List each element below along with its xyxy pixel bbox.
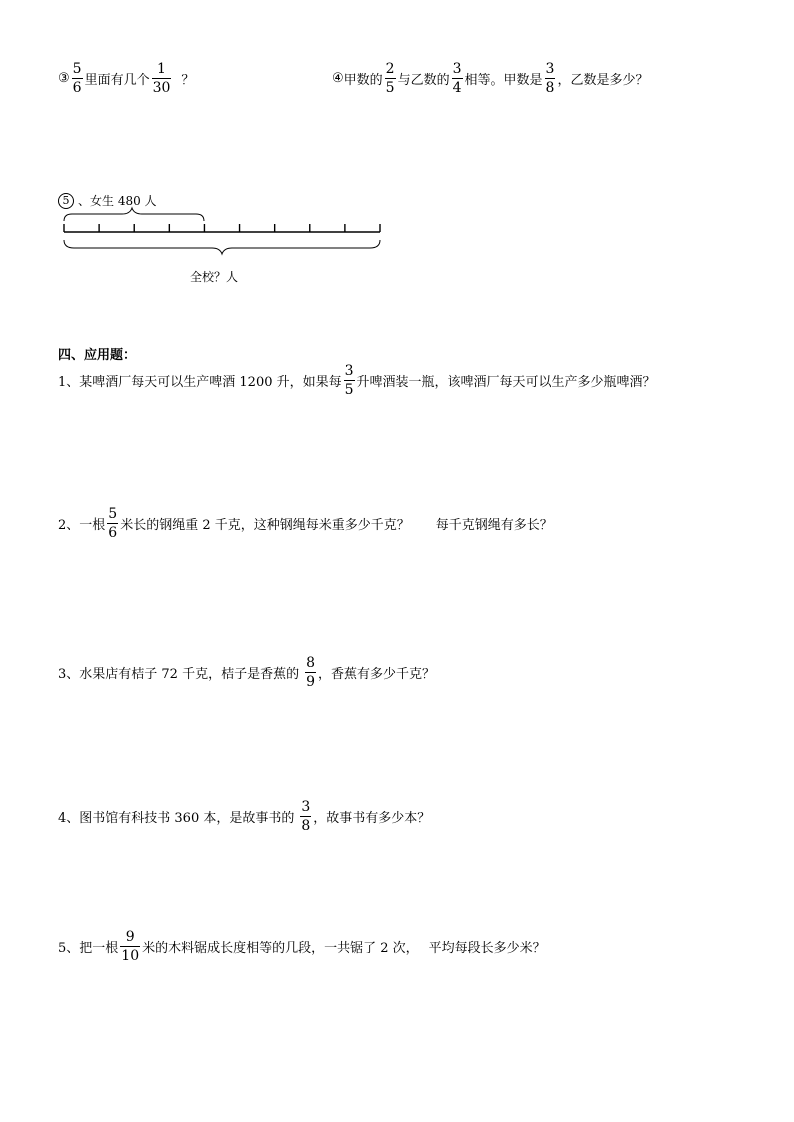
question-4-text-3: 相等。甲数是 [464,73,543,88]
problem-4 [58,800,430,833]
problem-3 [58,656,435,689]
fraction-8-9: $\frac{8}{9}$ [306,655,315,690]
question-3-text: 里面有几个 [84,73,150,88]
problem-2-text-3: 每千克钢绳有多长？ [435,518,553,533]
problem-5 [58,930,546,963]
question-3 [58,62,194,95]
question-3-mark: ？ [181,73,195,88]
fraction-5-6: $\frac{5}{6}$ [72,61,82,96]
problem-5-text-2: 米的木料锯成长度相等的几段，一共锯了 2 次， [142,941,419,956]
question-4-text-1: 甲数的 [343,73,383,88]
segment-diagram [58,190,398,290]
problem-1 [58,364,656,397]
fraction-3-4: $\frac{3}{4}$ [452,61,462,96]
question-4-text-2: 与乙数的 [397,73,450,88]
fraction-1-30: $\frac{1}{30}$ [152,61,171,96]
fraction-3-5: $\frac{3}{5}$ [344,363,354,398]
bottom-brace [64,240,380,254]
question-5-marker: 5 [58,193,74,209]
problem-2-text-1: 2、一根 [58,518,106,533]
problem-4-text-2: ，故事书有多少本？ [313,811,431,826]
problem-2-text-2: 米长的钢绳重 2 千克，这种钢绳每米重多少千克？ [120,518,410,533]
problem-1-text-1: 1、某啤酒厂每天可以生产啤酒 1200 升，如果每 [58,375,342,390]
diagram-school-label: 全校？人 [190,270,239,284]
problem-4-text-1: 4、图书馆有科技书 360 本，是故事书的 [58,811,295,826]
fraction-2-5: $\frac{2}{5}$ [385,61,395,96]
top-brace [64,208,204,221]
question-4-text-4: ，乙数是多少？ [557,73,649,88]
question-4 [332,62,648,95]
problem-2 [58,507,553,540]
fraction-9-10: $\frac{9}{10}$ [121,929,140,964]
section-heading: 四、应用题： [58,348,137,363]
fraction-5-6-b: $\frac{5}{6}$ [108,506,118,541]
question-4-marker: ④ [332,71,344,86]
question-3-marker: ③ [58,71,70,86]
fraction-3-8: $\frac{3}{8}$ [545,61,555,96]
fraction-3-8-b: $\frac{3}{8}$ [301,799,311,834]
problem-3-text-1: 3、水果店有桔子 72 千克，桔子是香蕉的 [58,667,300,682]
problem-5-text-3: 平均每段长多少米？ [428,941,546,956]
diagram-girls-label: 、女生 480 人 [78,194,157,208]
problem-5-text-1: 5、把一根 [58,941,119,956]
problem-3-text-2: ，香蕉有多少千克？ [318,667,436,682]
problem-1-text-2: 升啤酒装一瓶，该啤酒厂每天可以生产多少瓶啤酒？ [356,375,656,390]
